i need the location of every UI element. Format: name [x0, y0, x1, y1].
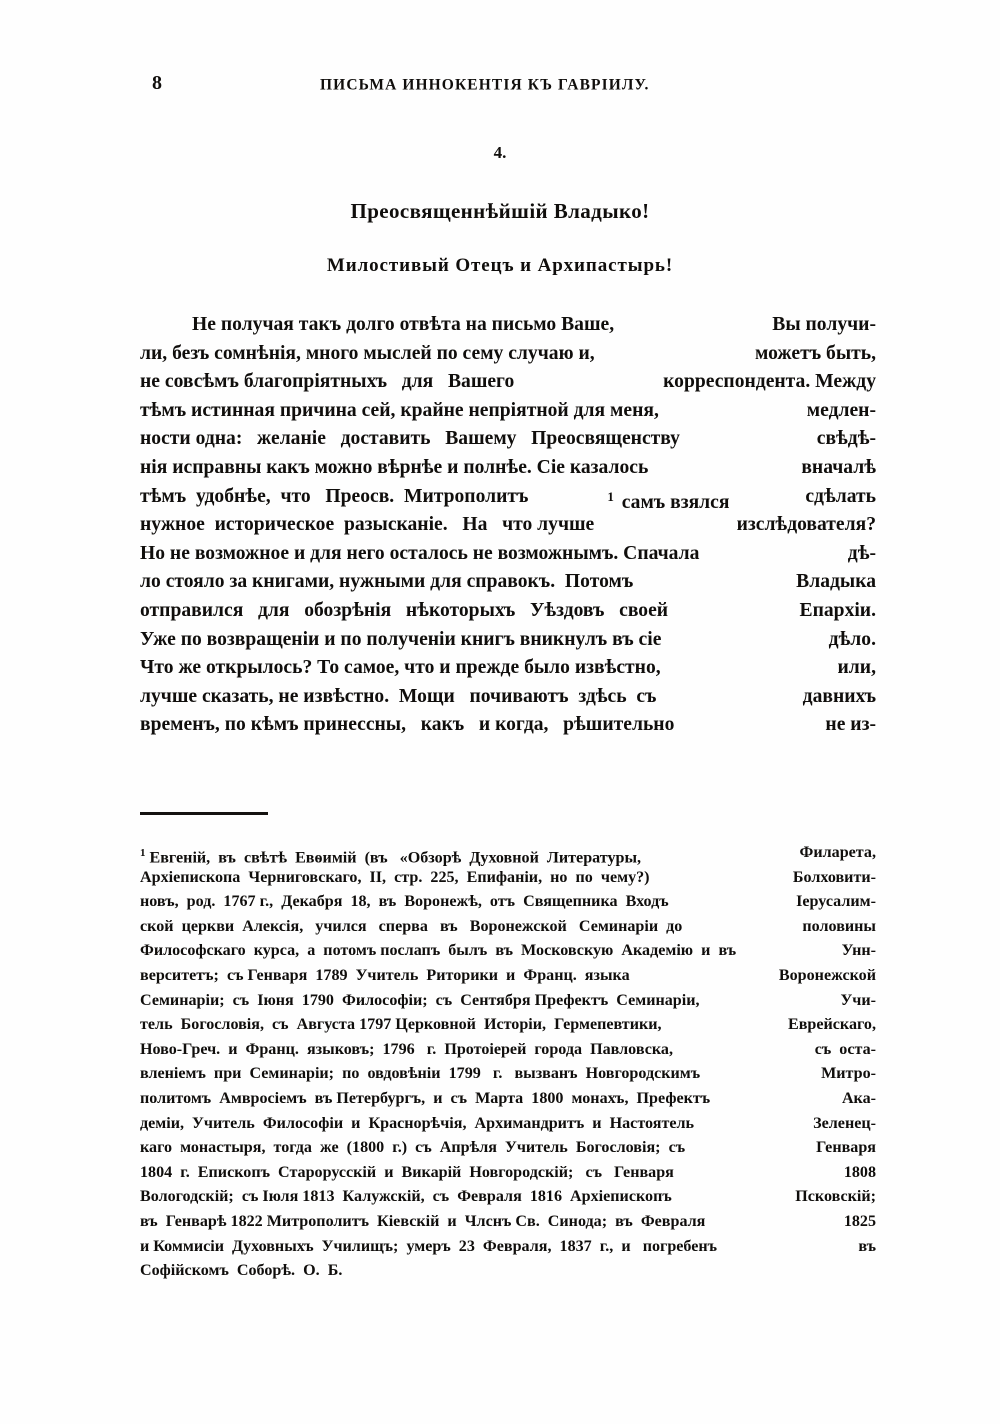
- footnote-line-text: Вологодскій; съ Іюля 1813 Калужскій, съ Февраля 1816 Архіепископъ: [140, 1188, 672, 1206]
- page-number: 8: [152, 72, 163, 94]
- footnote-line-text: Архіепископа Черниговскаго, II, стр. 225, Епифаніи, но по чему?): [140, 868, 650, 886]
- footnote-line-tail: въ: [858, 1237, 876, 1255]
- body-line-text: ли, безъ сомнѣнія, много мыслей по сему случаю и,: [140, 342, 595, 364]
- body-line: [140, 368, 876, 397]
- body-line-tail: Вы получи-: [772, 314, 876, 335]
- footnote-line-text: тель Богословія, съ Августа 1797 Церковной Исторіи, Гермепевтики,: [140, 1016, 662, 1034]
- footnote-line-text: Софійскомъ Соборѣ. О. Б.: [140, 1262, 343, 1280]
- running-head: [140, 72, 876, 98]
- body-line-tail: давнихъ: [802, 685, 876, 707]
- footnote-line: [140, 1112, 876, 1137]
- body-line: [140, 568, 876, 597]
- body-line-text: отправился для обозрѣнія нѣкоторыхъ Уѣздовъ своей: [140, 599, 669, 621]
- body-line: [140, 597, 876, 626]
- body-line: [140, 511, 876, 540]
- footnote-line-tail: Унн-: [841, 942, 876, 960]
- body-line-tail: свѣдѣ-: [816, 428, 876, 450]
- body-line-tail: или,: [837, 657, 876, 679]
- footnote-line: [140, 841, 876, 866]
- body-line-tail: изслѣдователя?: [736, 514, 876, 536]
- body-line-tail: корреспондента. Между: [663, 371, 876, 393]
- footnote-line: [140, 939, 876, 964]
- footnote-line-text: деміи, Учитель Философіи и Краснорѣчія, Архимандритъ и Настоятель: [140, 1114, 695, 1132]
- footnote-line-text: политомъ Амвросіемъ въ Петербургъ, и съ Марта 1800 монахъ, Префектъ: [140, 1089, 711, 1107]
- salutation-line-1: Преосвященнѣйшій Владыко!: [350, 199, 650, 223]
- footnote-line-tail: Митро-: [821, 1065, 876, 1083]
- footnote-line: [140, 1259, 876, 1284]
- body-line-tail: Владыка: [796, 571, 876, 593]
- footnote-line-text: каго монастыря, тогда же (1800 г.) съ Апрѣля Учитель Богословія; съ: [140, 1139, 686, 1157]
- footnote-line-text: новъ, род. 1767 г., Декабря 18, въ Воронежѣ, отъ Свящепника Входъ: [140, 893, 669, 911]
- body-line-text: тѣмъ удобнѣе, что Преосв. Митрополитъ: [140, 485, 529, 507]
- body-line-tail: вначалѣ: [801, 456, 876, 478]
- footnote-line-text: ской церкви Алексія, учился сперва въ Воронежской Семинаріи до: [140, 917, 683, 935]
- body-line-text: ло стояло за книгами, нужными для справокъ. Потомъ: [140, 571, 634, 593]
- footnote-line-tail: Ака-: [841, 1089, 876, 1107]
- body-line: [140, 397, 876, 426]
- footnote-line: [140, 915, 876, 940]
- body-line: [140, 683, 876, 712]
- footnote-line-tail: 1825: [843, 1212, 876, 1230]
- footnote-line-text: Семинаріи; съ Іюня 1790 Философіи; съ Сентября Префектъ Семинаріи,: [140, 991, 700, 1009]
- body-line-tail: медлен-: [806, 399, 876, 421]
- footnote-line-tail: Воронежской: [778, 966, 876, 984]
- salutation-line-2: Милостивый Отецъ и Архипастырь!: [326, 255, 674, 276]
- body-line: [140, 340, 876, 369]
- footnote-line: [140, 1087, 876, 1112]
- footnote-line-tail: Болховити-: [792, 868, 876, 886]
- footnote-line: [140, 1210, 876, 1235]
- footnote-line: [140, 1185, 876, 1210]
- footnote-line: [140, 1062, 876, 1087]
- footnote-reference-group: [604, 483, 729, 518]
- footnote-line: [140, 1013, 876, 1038]
- footnote-line-text: $^1$ Евгеній, въ свѣтѣ Евѳимій (въ «Обзорѣ Духовной Литературы,: [140, 847, 642, 867]
- body-line-tail: не из-: [825, 714, 876, 736]
- footnote-reference-marker: 1: [607, 488, 614, 504]
- body-line-tail: сдѣлать: [805, 485, 876, 507]
- footnote-line: [140, 989, 876, 1014]
- footnote-line-tail: Филарета,: [799, 844, 876, 861]
- footnote-line-tail: Зеленец-: [813, 1114, 876, 1132]
- footnote-line-tail: Іерусалим-: [796, 893, 876, 911]
- body-line: [140, 454, 876, 483]
- body-line-text: не совсѣмъ благопріятныхъ для Вашего: [140, 371, 515, 393]
- body-line-tail: Епархіи.: [799, 599, 876, 621]
- body-line-text: тѣмъ истинная причина сей, крайне непріятной для меня,: [140, 399, 659, 421]
- footnote-line-text: Ново-Греч. и Франц. языковъ; 1796 г. Протоіерей города Павловска,: [140, 1040, 673, 1058]
- body-line-text-continued: самъ взялся: [616, 491, 730, 513]
- footnote-line-text: въ Генварѣ 1822 Митрополитъ Кіевскій и Члснъ Св. Синода; въ Февраля: [140, 1212, 706, 1230]
- body-line-text: нужное историческое разысканіе. На что лучше: [140, 514, 595, 536]
- footnote-line-tail: съ оста-: [814, 1040, 876, 1058]
- body-line: [140, 711, 876, 740]
- footnote-line-tail: Псковскій;: [795, 1188, 876, 1206]
- footnote-line: [140, 1136, 876, 1161]
- body-line-tail: дѣ-: [847, 542, 876, 564]
- footnote-line-text: и Коммисіи Духовныхъ Училищъ; умеръ 23 Февраля, 1837 г., и погребенъ: [140, 1237, 718, 1255]
- footnote-line-tail: Генваря: [816, 1139, 876, 1157]
- footnote-number-marker: 1: [140, 847, 146, 859]
- body-line: [140, 654, 876, 683]
- body-line: [140, 483, 876, 512]
- body-line-text: ности одна: желаніе доставить Вашему Преосвященству: [140, 428, 680, 450]
- footnote-line: [140, 964, 876, 989]
- footnote-line-tail: половины: [802, 917, 876, 935]
- letter-body: [140, 311, 876, 740]
- body-line-text: Уже по возвращеніи и по полученіи книгъ вникнулъ въ сіе: [140, 628, 662, 650]
- body-line-text: нія исправны какъ можно вѣрнѣе и полнѣе. Сіе казалось: [140, 456, 649, 478]
- footnote-line-text: 1804 г. Епископъ Старорусскій и Викарій Новгородскій; съ Генваря: [140, 1163, 674, 1181]
- body-line-text: временъ, по кѣмъ принессны, какъ и когда, рѣшительно: [140, 714, 675, 736]
- letter-number: 4.: [493, 143, 507, 162]
- footnote-line-tail: Учи-: [840, 991, 876, 1009]
- body-line-text: Не получая такъ долго отвѣта на письмо Ваше,: [192, 314, 615, 335]
- body-line: [140, 540, 876, 569]
- footnote-line-text: Философскаго курса, а потомъ послапъ былъ въ Московскую Академію и въ: [140, 942, 737, 960]
- footnote-line: [140, 1161, 876, 1186]
- body-line-tail: дѣло.: [828, 628, 876, 650]
- footnote: [140, 841, 876, 1284]
- body-line: [140, 311, 876, 340]
- body-line-text: Но не возможное и для него осталось не возможнымъ. Спачала: [140, 542, 700, 564]
- body-line-text: Что же открылось? То самое, что и прежде было извѣстно,: [140, 657, 661, 679]
- footnote-line-text: вленіемъ при Семинаріи; по овдовѣніи 1799 г. вызванъ Новгородскимъ: [140, 1065, 701, 1083]
- footnote-line: [140, 1235, 876, 1260]
- footnote-line-tail: Еврейскаго,: [788, 1016, 876, 1034]
- running-head-title: ПИСЬМА ИННОКЕНТІЯ КЪ ГАВРІИЛУ.: [320, 76, 650, 94]
- footnote-line: [140, 866, 876, 891]
- footnote-separator-rule: [140, 812, 268, 815]
- footnote-line-text: верситетъ; съ Генваря 1789 Учитель Риторики и Франц. языка: [140, 966, 630, 984]
- body-line: [140, 626, 876, 655]
- footnote-line: [140, 890, 876, 915]
- body-line-text: лучше сказать, не извѣстно. Мощи почиваютъ здѣсь съ: [140, 685, 657, 707]
- body-line: [140, 425, 876, 454]
- footnote-line: [140, 1038, 876, 1063]
- body-line-tail: можетъ быть,: [755, 342, 876, 364]
- footnote-line-tail: 1808: [843, 1163, 876, 1181]
